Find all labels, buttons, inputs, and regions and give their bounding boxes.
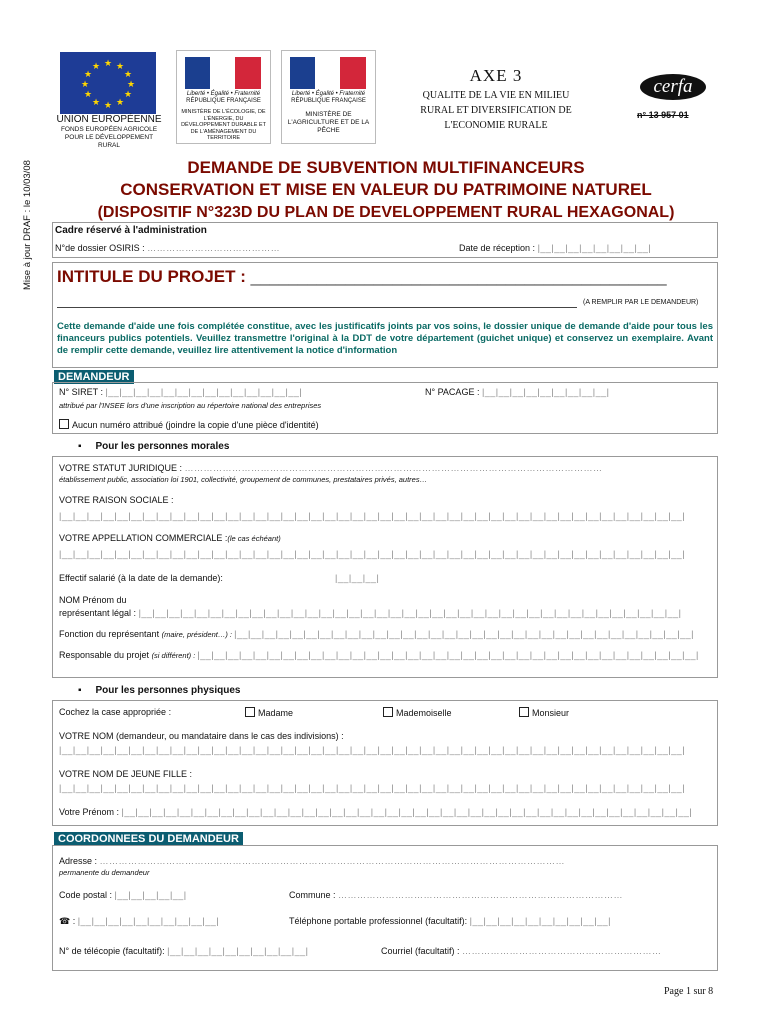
svg-text:★: ★ xyxy=(83,89,93,99)
fax-field[interactable]: |__|__|__|__|__|__|__|__|__|__| xyxy=(167,946,309,956)
courriel-field[interactable]: ……………………………………………………… xyxy=(462,946,662,956)
morales-box: VOTRE STATUT JURIDIQUE : …………………………………………………………………………………………………………………… établissement public, association loi 1901, collectivité, groupement de communes, prestataires privés, autres… VOTRE RAISON SOCIALE : |__|__|__|__|__|__|__|__|__|__|__|__|__|__|__|__|__|__|__|__|__|__|__|__|__|__|__|__|__|__|__|__|__|__|__|__|__|__|__|__|__|__|__|__|__| VOTRE APPELLATION COMMERCIALE :(le cas échéant) |__|__|__|__|__|__|__|__|__|__|__|__|__|__|__|__|__|__|__|__|__|__|__|__|__|__|__|__|__|__|__|__|__|__|__|__|__|__|__|__|__|__|__|__|__| Effectif salarié (à la date de la demande): |__|__|__| NOM Prénom du représentant légal : |__|__|__|__|__|__|__|__|__|__|__|__|__|__|__|__|__|__|__|__|__|__|__|__|__|__|__|__|__|__|__|__|__|__|__|__|__|__|__| Fonction du représentant (maire, président…) : |__|__|__|__|__|__|__|__|__|__|__|__|__|__|__|__|__|__|__|__|__|__|__|__|__|__|__|__|__|__|__|__|__| Responsable du projet (si différent) : |__|__|__|__|__|__|__|__|__|__|__|__|__|__|__|__|__|__|__|__|__|__|__|__|__|__|__|__|__|__|__|__|__|__|__|__| xyxy=(52,456,718,678)
svg-text:★: ★ xyxy=(83,69,93,79)
commune-field[interactable]: ……………………………………………………………………………… xyxy=(338,890,624,900)
osiris-field[interactable]: …………………………………… xyxy=(147,243,281,253)
svg-text:★: ★ xyxy=(91,97,101,107)
section-physiques: Pour les personnes physiques xyxy=(95,685,241,696)
form-subtitle: CONSERVATION ET MISE EN VALEUR DU PATRIMOINE NATUREL xyxy=(120,180,652,199)
cerfa-logo: cerfa xyxy=(640,74,706,100)
representant-field[interactable]: |__|__|__|__|__|__|__|__|__|__|__|__|__|__|__|__|__|__|__|__|__|__|__|__|__|__|__|__|__|__|__|__|__|__|__|__|__|__|__| xyxy=(138,608,682,618)
no-siret-checkbox[interactable] xyxy=(59,419,69,429)
responsable-field[interactable]: |__|__|__|__|__|__|__|__|__|__|__|__|__|__|__|__|__|__|__|__|__|__|__|__|__|__|__|__|__|__|__|__|__|__|__|__| xyxy=(197,650,699,660)
eu-logo xyxy=(56,50,162,149)
axe-heading: AXE 3 xyxy=(469,66,523,85)
physiques-box: Cochez la case appropriée : Madame Mademoiselle Monsieur VOTRE NOM (demandeur, ou mandataire dans le cas des indivisions) : |__|__|__|__|__|__|__|__|__|__|__|__|__|__|__|__|__|__|__|__|__|__|__|__|__|__|__|__|__|__|__|__|__|__|__|__|__|__|__|__|__|__|__|__|__| VOTRE NOM DE JEUNE FILLE : |__|__|__|__|__|__|__|__|__|__|__|__|__|__|__|__|__|__|__|__|__|__|__|__|__|__|__|__|__|__|__|__|__|__|__|__|__|__|__|__|__|__|__|__|__| Votre Prénom : |__|__|__|__|__|__|__|__|__|__|__|__|__|__|__|__|__|__|__|__|__|__|__|__|__|__|__|__|__|__|__|__|__|__|__|__|__|__|__|__|__| xyxy=(52,700,718,826)
siret-field[interactable]: |__|__|__|__|__|__|__|__|__|__|__|__|__|__| xyxy=(105,387,303,397)
project-title-label: INTITULE DU PROJET : xyxy=(57,267,251,286)
nom-field[interactable]: |__|__|__|__|__|__|__|__|__|__|__|__|__|__|__|__|__|__|__|__|__|__|__|__|__|__|__|__|__|__|__|__|__|__|__|__|__|__|__|__|__|__|__|__|__| xyxy=(59,745,686,755)
svg-text:★: ★ xyxy=(103,58,113,68)
eu-label: UNION EUROPÉENNE xyxy=(56,114,162,125)
project-box: INTITULE DU PROJET : ____________________________________________ (A REMPLIR PAR LE DEMANDEUR) Cette demande d'aide une fois complétée constitue, avec les justificatifs joints par vos soins, le dossier unique de demande d'aide pour tous les financeurs publics potentiels. Veuillez transmettre l'original à la DDT de votre département (guichet unique) et conservez un exemplaire. Avant de remplir cette demande, veuillez lire attentivement la notice d'information xyxy=(52,262,718,368)
demandeur-box: N° SIRET : |__|__|__|__|__|__|__|__|__|__|__|__|__|__| N° PACAGE : |__|__|__|__|__|__|__|__|__| attribué par l'INSEE lors d'une inscription au répertoire national des entreprises Aucun numéro attribué (joindre la copie d'une pièce d'identité) xyxy=(52,382,718,434)
section-demandeur: DEMANDEUR xyxy=(54,370,134,384)
phone-icon: ☎ : xyxy=(59,916,78,926)
portable-field[interactable]: |__|__|__|__|__|__|__|__|__|__| xyxy=(469,916,611,926)
ministry-agriculture-logo: Liberté • Égalité • Fraternité RÉPUBLIQUE FRANÇAISE MINISTÈRE DE L'AGRICULTURE ET DE LA PÊCHE xyxy=(281,50,376,144)
raison-sociale-field[interactable]: |__|__|__|__|__|__|__|__|__|__|__|__|__|__|__|__|__|__|__|__|__|__|__|__|__|__|__|__|__|__|__|__|__|__|__|__|__|__|__|__|__|__|__|__|__| xyxy=(59,511,686,521)
eu-sub2: POUR LE DÉVELOPPEMENT RURAL xyxy=(64,134,154,149)
marianne-icon xyxy=(290,57,366,89)
project-title-field[interactable]: ____________________________________________ xyxy=(250,267,667,286)
svg-text:★: ★ xyxy=(115,61,125,71)
reception-date-field[interactable]: |__|__|__|__|__|__|__|__| xyxy=(537,243,652,253)
monsieur-checkbox[interactable] xyxy=(519,707,529,717)
svg-text:★: ★ xyxy=(103,100,113,110)
adresse-field[interactable]: ………………………………………………………………………………………………………………………………… xyxy=(99,856,566,866)
svg-text:★: ★ xyxy=(91,61,101,71)
statut-field[interactable]: …………………………………………………………………………………………………………………… xyxy=(184,463,603,473)
madame-checkbox[interactable] xyxy=(245,707,255,717)
axe-heading-block: AXE 3 QUALITE DE LA VIE EN MILIEU RURAL ET DIVERSIFICATION DE L'ECONOMIE RURALE xyxy=(396,66,596,133)
telephone-field[interactable]: |__|__|__|__|__|__|__|__|__|__| xyxy=(77,916,220,926)
cerfa-number: n° 13 957 01 xyxy=(637,110,689,120)
admin-box: Cadre réservé à l'administration N°de dossier OSIRIS : …………………………………… Date de réception : |__|__|__|__|__|__|__|__| xyxy=(52,222,718,258)
form-dispositif: (DISPOSITIF N°323D DU PLAN DE DEVELOPPEMENT RURAL HEXAGONAL) xyxy=(97,204,675,221)
svg-text:★: ★ xyxy=(123,89,133,99)
svg-text:★: ★ xyxy=(115,97,125,107)
pacage-field[interactable]: |__|__|__|__|__|__|__|__|__| xyxy=(481,387,610,397)
code-postal-field[interactable]: |__|__|__|__|__| xyxy=(114,890,187,900)
appellation-field[interactable]: |__|__|__|__|__|__|__|__|__|__|__|__|__|__|__|__|__|__|__|__|__|__|__|__|__|__|__|__|__|__|__|__|__|__|__|__|__|__|__|__|__|__|__|__|__| xyxy=(59,549,686,559)
form-title: DEMANDE DE SUBVENTION MULTIFINANCEURS xyxy=(187,158,585,177)
svg-text:★: ★ xyxy=(80,79,90,89)
prenom-field[interactable]: |__|__|__|__|__|__|__|__|__|__|__|__|__|__|__|__|__|__|__|__|__|__|__|__|__|__|__|__|__|__|__|__|__|__|__|__|__|__|__|__|__| xyxy=(121,807,693,817)
ministry-ecology-logo: Liberté • Égalité • Fraternité RÉPUBLIQUE FRANÇAISE MINISTÈRE DE L'ÉCOLOGIE, DE L'ÉNERGIE, DU DÉVELOPPEMENT DURABLE ET DE L'AMÉNAGEMENT DU TERRITOIRE xyxy=(176,50,271,144)
update-note: Mise à jour DRAF : le 10/03/08 xyxy=(22,160,33,290)
effectif-field[interactable]: |__|__|__| xyxy=(335,573,380,583)
coordonnees-box: Adresse : ………………………………………………………………………………………………………………………………… permanente du demandeur Code postal : |__|__|__|__|__| Commune : ……………………………………………………………………………… ☎ : |__|__|__|__|__|__|__|__|__|__| Téléphone portable professionnel (facultatif): |__|__|__|__|__|__|__|__|__|__| N° de télécopie (facultatif): |__|__|__|__|__|__|__|__|__|__| Courriel (facultatif) : ……………………………………………………… xyxy=(52,845,718,971)
svg-text:★: ★ xyxy=(123,69,133,79)
section-coordonnees: COORDONNEES DU DEMANDEUR xyxy=(54,832,243,846)
eu-sub1: FONDS EUROPÉEN AGRICOLE xyxy=(60,126,158,133)
eu-flag-icon xyxy=(60,52,156,114)
svg-text:★: ★ xyxy=(126,79,136,89)
mademoiselle-checkbox[interactable] xyxy=(383,707,393,717)
notice-text: Cette demande d'aide une fois complétée constitue, avec les justificatifs joints par vos soins, le dossier unique de demande d'aide pour tous les financeurs publics potentiels. Veuillez transmettre l'original à la DDT de votre département (guichet unique) et conservez un exemplaire. Avant de remplir cette demande, veuillez lire attentivement la notice d'information xyxy=(57,321,713,356)
fonction-field[interactable]: |__|__|__|__|__|__|__|__|__|__|__|__|__|__|__|__|__|__|__|__|__|__|__|__|__|__|__|__|__|__|__|__|__| xyxy=(234,629,694,639)
project-title-field-2[interactable] xyxy=(57,297,577,308)
nom-jeune-fille-field[interactable]: |__|__|__|__|__|__|__|__|__|__|__|__|__|__|__|__|__|__|__|__|__|__|__|__|__|__|__|__|__|__|__|__|__|__|__|__|__|__|__|__|__|__|__|__|__| xyxy=(59,783,686,793)
marianne-icon xyxy=(185,57,261,89)
page-number: Page 1 sur 8 xyxy=(664,986,714,997)
section-morales: Pour les personnes morales xyxy=(95,441,230,452)
